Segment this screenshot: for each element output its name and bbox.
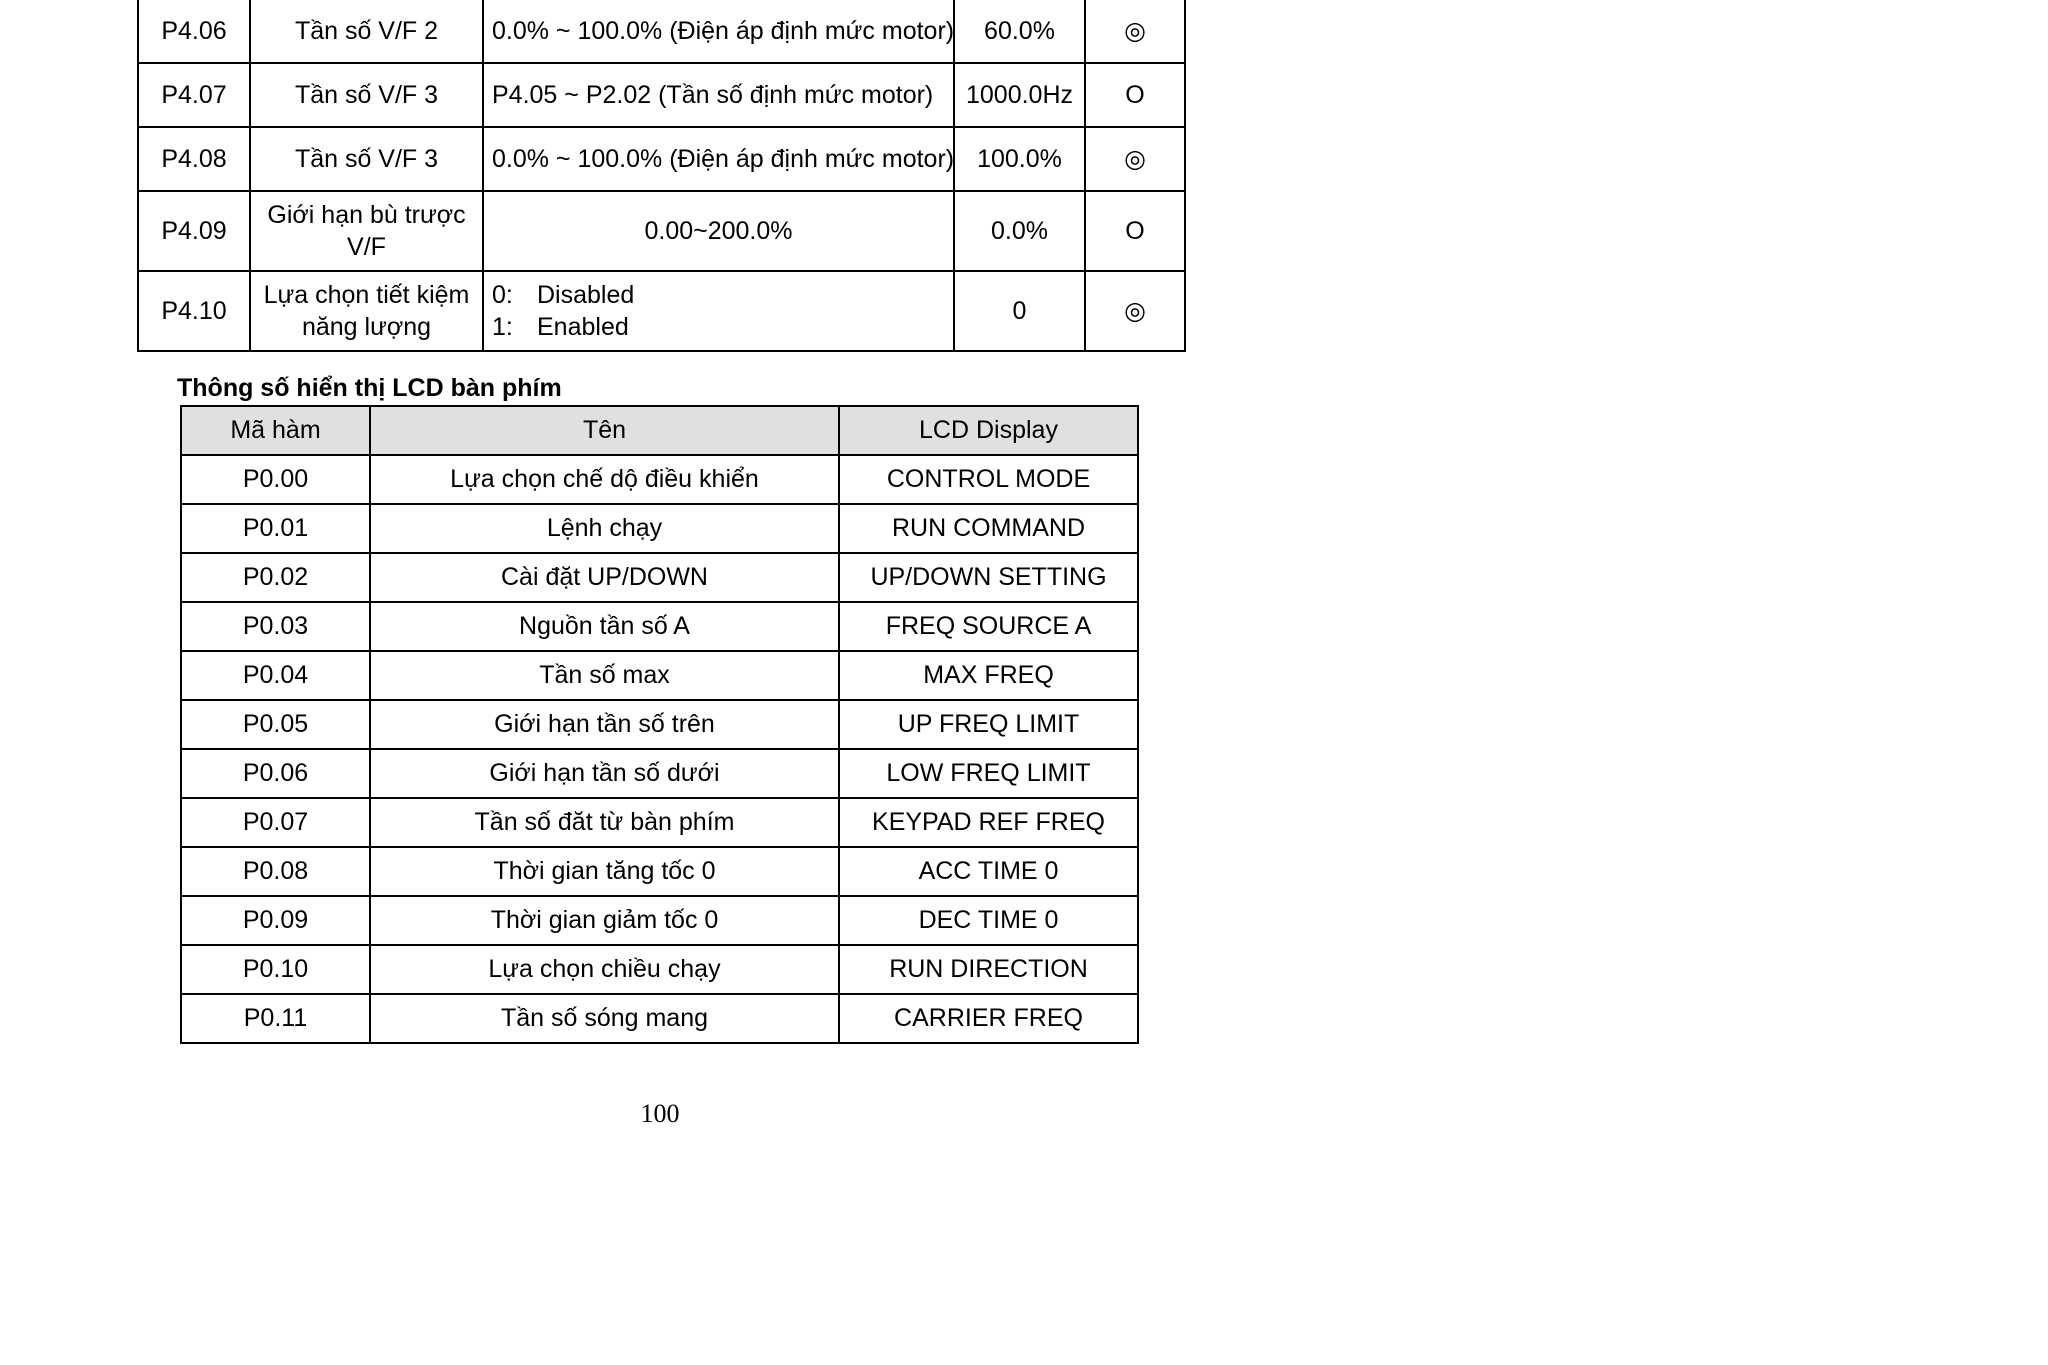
option-item [492,279,953,311]
param-default: 60.0% [954,0,1085,63]
page-number: 100 [640,1099,680,1128]
param-attribute-symbol: O [1085,191,1185,271]
section-heading: Thông số hiển thị LCD bàn phím [177,374,562,402]
option-key: 1: [492,313,513,341]
table-row [138,63,1185,127]
lcd-name-cell: Lựa chọn chiều chạy [370,945,839,994]
option-label: Disabled [537,281,635,309]
lcd-name-cell: Lệnh chạy [370,504,839,553]
lcd-code-cell: P0.00 [181,455,370,504]
lcd-display-cell: RUN COMMAND [839,504,1138,553]
lcd-display-cell: ACC TIME 0 [839,847,1138,896]
param-code: P4.09 [138,191,250,271]
table-row [181,700,1138,749]
table-row [181,651,1138,700]
table-row [181,455,1138,504]
param-code: P4.07 [138,63,250,127]
param-range: 0.0% ~ 100.0% (Điện áp định mức motor) [483,127,954,191]
param-default: 0 [954,271,1085,351]
lcd-code-cell: P0.06 [181,749,370,798]
table-header-row [181,406,1138,455]
lcd-display-cell: CARRIER FREQ [839,994,1138,1043]
param-name: Tần số V/F 3 [250,127,483,191]
param-default: 100.0% [954,127,1085,191]
table-row [181,553,1138,602]
param-attribute-symbol: ◎ [1085,271,1185,351]
lcd-code-cell: P0.07 [181,798,370,847]
param-name: Tần số V/F 3 [250,63,483,127]
table-row [138,191,1185,271]
lcd-display-cell: FREQ SOURCE A [839,602,1138,651]
lcd-display-table [180,405,1139,1044]
param-code: P4.08 [138,127,250,191]
param-name-line: V/F [347,233,386,261]
lcd-code-cell: P0.01 [181,504,370,553]
option-label: Enabled [537,313,629,341]
lcd-display-cell: LOW FREQ LIMIT [839,749,1138,798]
lcd-name-cell: Lựa chọn chế dộ điều khiển [370,455,839,504]
param-name-line: Lựa chọn tiết kiệm [263,281,470,309]
param-code: P4.06 [138,0,250,63]
param-range: 0.00~200.0% [483,191,954,271]
column-header-name: Tên [370,406,839,455]
lcd-display-cell: KEYPAD REF FREQ [839,798,1138,847]
lcd-code-cell: P0.03 [181,602,370,651]
lcd-name-cell: Tần số max [370,651,839,700]
lcd-code-cell: P0.08 [181,847,370,896]
table-row [181,994,1138,1043]
table-row [181,602,1138,651]
lcd-name-cell: Thời gian tăng tốc 0 [370,847,839,896]
param-name-line: năng lượng [301,313,432,341]
lcd-name-cell: Nguồn tần số A [370,602,839,651]
lcd-code-cell: P0.09 [181,896,370,945]
table-row [138,127,1185,191]
lcd-code-cell: P0.02 [181,553,370,602]
param-name [250,191,483,271]
lcd-code-cell: P0.11 [181,994,370,1043]
lcd-display-cell: UP FREQ LIMIT [839,700,1138,749]
table-row [138,271,1185,351]
param-code: P4.10 [138,271,250,351]
param-range: 0.0% ~ 100.0% (Điện áp định mức motor) [483,0,954,63]
lcd-code-cell: P0.05 [181,700,370,749]
param-name-line: Giới hạn bù trược [267,201,466,229]
param-name: Tần số V/F 2 [250,0,483,63]
param-attribute-symbol: ◎ [1085,127,1185,191]
table-row [138,0,1185,63]
param-default: 0.0% [954,191,1085,271]
lcd-name-cell: Cài đặt UP/DOWN [370,553,839,602]
lcd-name-cell: Giới hạn tần số trên [370,700,839,749]
lcd-name-cell: Giới hạn tần số dưới [370,749,839,798]
lcd-code-cell: P0.10 [181,945,370,994]
table-row [181,504,1138,553]
table-row [181,896,1138,945]
parameter-table [137,0,1186,352]
lcd-name-cell: Thời gian giảm tốc 0 [370,896,839,945]
option-key: 0: [492,281,513,309]
table-row [181,749,1138,798]
table-row [181,798,1138,847]
lcd-display-cell: UP/DOWN SETTING [839,553,1138,602]
param-range: P4.05 ~ P2.02 (Tần số định mức motor) [483,63,954,127]
param-default: 1000.0Hz [954,63,1085,127]
param-name [250,271,483,351]
lcd-display-cell: RUN DIRECTION [839,945,1138,994]
option-item [492,311,953,343]
lcd-code-cell: P0.04 [181,651,370,700]
param-attribute-symbol: ◎ [1085,0,1185,63]
table-row [181,945,1138,994]
lcd-name-cell: Tần số sóng mang [370,994,839,1043]
lcd-display-cell: MAX FREQ [839,651,1138,700]
column-header-lcd-display: LCD Display [839,406,1138,455]
column-header-code: Mã hàm [181,406,370,455]
param-attribute-symbol: O [1085,63,1185,127]
lcd-name-cell: Tần số đăt từ bàn phím [370,798,839,847]
param-options [483,271,954,351]
lcd-display-cell: DEC TIME 0 [839,896,1138,945]
lcd-display-cell: CONTROL MODE [839,455,1138,504]
table-row [181,847,1138,896]
